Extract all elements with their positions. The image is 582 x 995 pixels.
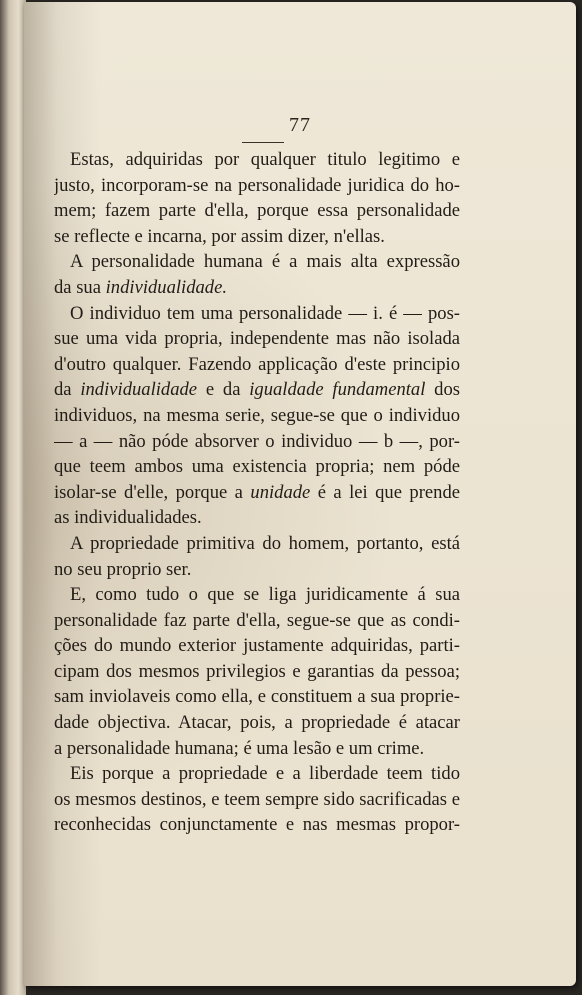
- text-line: que teem ambos uma existencia propria; nem póde: [54, 456, 460, 478]
- text-line: justo, incorporam-se na personalidade juridica do ho-: [54, 174, 460, 196]
- body-text: [54, 147, 460, 838]
- text-run: da: [54, 379, 81, 401]
- text-line: A propriedade primitiva do homem, portanto, está: [70, 532, 460, 554]
- text-line: sam inviolaveis como ella, e constituem a sua proprie-: [54, 686, 460, 708]
- text-line: — a — não póde absorver o individuo — b —, por-: [54, 430, 460, 452]
- text-line: os mesmos destinos, e teem sempre sido sacrificadas e: [54, 788, 460, 810]
- text-line: se reflecte e incarna, por assim dizer, n'ellas.: [54, 225, 385, 247]
- adjacent-page-edge: [0, 0, 26, 995]
- text-line: E, como tudo o que se liga juridicamente á sua: [70, 584, 460, 606]
- text-line: cipam dos mesmos privilegios e garantias da pessoa;: [54, 660, 460, 682]
- italic-term: individualidade: [80, 379, 198, 401]
- text-line: a personalidade humana; é uma lesão e um crime.: [54, 737, 425, 759]
- italic-term: igualdade fundamental: [249, 379, 426, 401]
- text-line: personalidade faz parte d'ella, segue-se que as condi-: [54, 609, 460, 631]
- text-line: [54, 480, 460, 506]
- text-run: é a lei que prende: [310, 481, 460, 503]
- text-line: d'outro qualquer. Fazendo applicação d'este principio: [54, 353, 460, 375]
- text-line: Estas, adquiridas por qualquer titulo legitimo e: [70, 149, 460, 170]
- page-number-rule: [242, 142, 284, 143]
- text-run: isolar-se d'elle, porque a: [54, 481, 251, 503]
- text-line: O individuo tem uma personalidade — i. é — pos-: [70, 302, 460, 324]
- text-line: individuos, na mesma serie, segue-se que o individuo: [54, 404, 460, 426]
- text-line: ções do mundo exterior justamente adquiridas, parti-: [54, 635, 460, 657]
- text-line: no seu proprio ser.: [54, 558, 192, 580]
- text-run: dos: [425, 379, 460, 401]
- text-line: Eis porque a propriedade e a liberdade teem tido: [70, 763, 460, 785]
- book-page: [24, 2, 576, 986]
- text-line: as individualidades.: [54, 507, 202, 529]
- text-line: reconhecidas conjunctamente e nas mesmas propor-: [54, 814, 460, 836]
- text-run: da sua: [54, 276, 106, 298]
- italic-term: unidade: [250, 481, 311, 503]
- text-line: dade objectiva. Atacar, pois, a propriedade é atacar: [54, 712, 460, 734]
- text-run: e da: [197, 379, 250, 401]
- text-line: [54, 275, 460, 301]
- italic-term: individualidade.: [105, 276, 227, 298]
- text-line: sue uma vida propria, independente mas não isolada: [54, 328, 460, 350]
- text-line: A personalidade humana é a mais alta expressão: [70, 251, 460, 273]
- text-line: [54, 377, 460, 403]
- text-line: mem; fazem parte d'ella, porque essa personalidade: [54, 200, 460, 222]
- page-number: 77: [289, 114, 311, 136]
